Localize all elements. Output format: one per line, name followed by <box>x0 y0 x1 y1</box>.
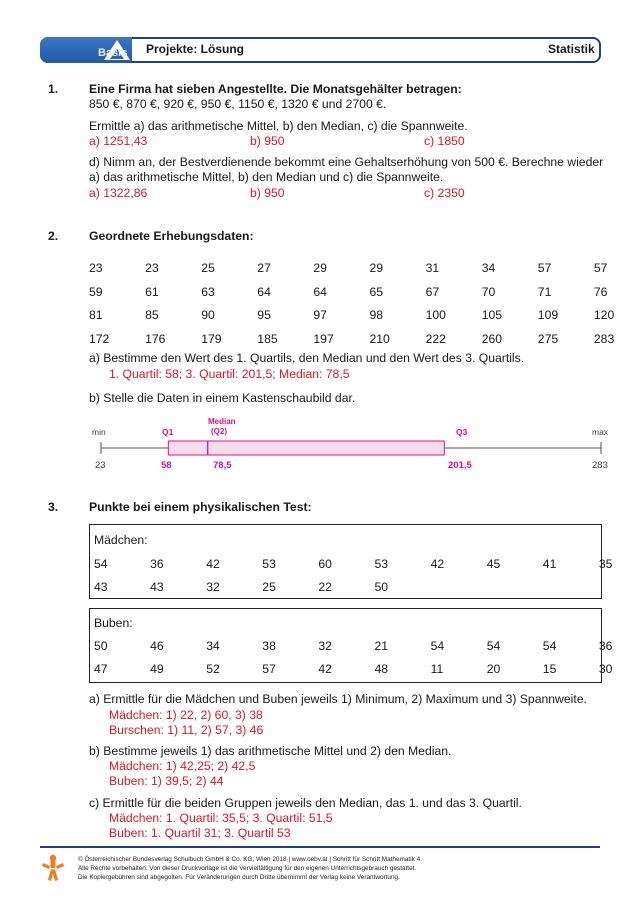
answer-b: b) 950 <box>250 134 285 148</box>
data-cell: 197 <box>313 331 334 346</box>
data-cell: 64 <box>313 284 327 299</box>
data-cell: 176 <box>145 331 166 346</box>
girls-cell: 43 <box>150 579 164 594</box>
question-a: a) Bestimme den Wert des 1. Quartils, den Median und den Wert des 3. Quartils. <box>89 351 525 365</box>
boys-cell: 47 <box>94 661 108 676</box>
data-cell: 105 <box>481 308 503 322</box>
data-cell: 31 <box>425 261 440 275</box>
q3-label: Q3 <box>456 427 468 437</box>
footer-disclaimer: Die Kopiergebühren sind abgegolten. Für Veränderungen durch Dritte übernimmt der Verlag keine Verantwortung. <box>78 874 400 881</box>
data-cell: 97 <box>313 308 327 322</box>
boxplot-graphic <box>0 436 640 460</box>
girls-cell: 42 <box>430 557 445 571</box>
girls-cell: 36 <box>150 557 164 571</box>
data-cell: 172 <box>89 331 110 346</box>
girls-cell: 50 <box>374 579 389 594</box>
question-b: b) Bestimme jeweils 1) das arithmetische Mittel und 2) den Median. <box>89 744 452 758</box>
median-value: 78,5 <box>213 460 232 471</box>
data-cell: 34 <box>481 261 496 275</box>
data-cell: 61 <box>145 284 159 299</box>
data-cell: 283 <box>593 331 615 346</box>
data-cell: 90 <box>201 308 215 322</box>
data-cell: 23 <box>145 261 159 275</box>
answer-c-girls: Mädchen: 1. Quartil: 35,5; 3. Quartil: 51,5 <box>109 811 333 825</box>
answer-a: 1. Quartil: 58; 3. Quartil: 201,5; Median: 78,5 <box>109 367 350 381</box>
data-cell: 57 <box>593 261 608 275</box>
page-title: Projekte: Lösung <box>146 42 245 56</box>
data-cell: 70 <box>481 284 496 299</box>
answer-b-girls: Mädchen: 1) 42,25; 2) 42,5 <box>109 759 256 773</box>
boys-cell: 54 <box>430 639 445 653</box>
basis-label: Basis <box>98 47 128 59</box>
girls-cell: 43 <box>94 579 108 594</box>
task-intro: Eine Firma hat sieben Angestellte. Die Monatsgehälter betragen: <box>89 82 462 96</box>
boys-cell: 52 <box>206 661 220 676</box>
boys-cell: 42 <box>318 661 332 676</box>
girls-label: Mädchen: <box>94 533 148 547</box>
footer-rights: Alle Rechte vorbehalten. Von dieser Druckvorlage ist die Vervielfältigung für den eigenen Unterrichtsgebrauch gestattet. <box>78 865 417 872</box>
data-cell: 29 <box>313 261 327 275</box>
boys-cell: 49 <box>150 661 164 676</box>
girls-cell: 53 <box>262 557 276 571</box>
question-a: a) Ermittle für die Mädchen und Buben jeweils 1) Minimum, 2) Maximum und 3) Spannweite. <box>89 692 587 706</box>
boys-cell: 50 <box>94 639 108 653</box>
question-c: c) Ermittle für die beiden Gruppen jeweils den Median, das 1. und das 3. Quartil. <box>89 796 522 810</box>
data-cell: 59 <box>89 284 103 299</box>
boys-cell: 38 <box>262 639 276 653</box>
min-label: min <box>92 427 106 437</box>
data-cell: 67 <box>425 284 440 299</box>
girls-cell: 35 <box>598 557 613 571</box>
boys-cell: 48 <box>374 661 389 676</box>
data-cell: 210 <box>369 331 390 346</box>
boys-cell: 32 <box>318 639 332 653</box>
boys-cell: 20 <box>486 661 501 676</box>
data-cell: 260 <box>481 331 503 346</box>
answer-a-girls: Mädchen: 1) 22, 2) 60, 3) 38 <box>109 708 263 722</box>
footer-divider <box>40 846 600 848</box>
answer-b-boys: Buben: 1) 39,5; 2) 44 <box>109 774 224 788</box>
data-cell: 120 <box>593 308 615 322</box>
task-values: 850 €, 870 €, 920 €, 950 €, 1150 €, 1320 € und 2700 €. <box>89 97 387 111</box>
task-number: 1. <box>48 82 59 96</box>
data-cell: 57 <box>537 261 552 275</box>
girls-cell: 53 <box>374 557 389 571</box>
publisher-logo-icon <box>40 854 66 882</box>
boys-cell: 46 <box>150 639 164 653</box>
girls-table <box>89 524 602 599</box>
basis-badge <box>40 37 132 63</box>
q1-value: 58 <box>161 460 172 471</box>
data-cell: 179 <box>201 331 222 346</box>
boys-cell: 36 <box>598 639 613 653</box>
boys-cell: 34 <box>206 639 220 653</box>
min-value: 23 <box>95 460 106 471</box>
answer-c: c) 2350 <box>424 186 465 200</box>
data-cell: 100 <box>425 308 446 322</box>
girls-cell: 41 <box>542 557 557 571</box>
data-cell: 65 <box>369 284 384 299</box>
girls-cell: 32 <box>206 579 220 594</box>
girls-cell: 22 <box>318 579 332 594</box>
median-label: Median <box>208 417 236 426</box>
answer-a-boys: Burschen: 1) 11, 2) 57, 3) 46 <box>109 723 264 737</box>
boys-table <box>89 608 602 683</box>
data-cell: 27 <box>257 261 271 275</box>
boys-label: Buben: <box>94 616 133 630</box>
question-text: a) das arithmetische Mittel, b) den Median und c) die Spannweite. <box>89 170 444 184</box>
boys-cell: 57 <box>262 661 276 676</box>
girls-cell: 60 <box>318 557 332 571</box>
median-q2-label: (Q2) <box>211 427 227 436</box>
subject-label: Statistik <box>548 42 595 56</box>
girls-cell: 54 <box>94 557 108 571</box>
boys-cell: 54 <box>542 639 557 653</box>
boys-cell: 54 <box>486 639 501 653</box>
max-value: 283 <box>592 460 608 471</box>
data-cell: 76 <box>593 284 608 299</box>
q3-value: 201,5 <box>448 460 472 471</box>
girls-cell: 42 <box>206 557 220 571</box>
task-number: 3. <box>48 500 59 514</box>
answer-a: a) 1251,43 <box>89 134 148 148</box>
task-title: Punkte bei einem physikalischen Test: <box>89 500 312 514</box>
q1-label: Q1 <box>162 427 174 437</box>
boys-cell: 21 <box>374 639 389 653</box>
task-number: 2. <box>48 229 59 243</box>
data-cell: 23 <box>89 261 103 275</box>
girls-cell: 45 <box>486 557 501 571</box>
data-cell: 64 <box>257 284 271 299</box>
boys-cell: 30 <box>598 661 613 676</box>
question-b: b) Stelle die Daten in einem Kastenschaubild dar. <box>89 391 356 405</box>
answer-b: b) 950 <box>250 186 285 200</box>
data-cell: 81 <box>89 308 103 322</box>
data-cell: 71 <box>537 284 552 299</box>
data-cell: 222 <box>425 331 446 346</box>
data-cell: 275 <box>537 331 559 346</box>
footer-copyright: © Österreichischer Bundesverlag Schulbuch GmbH & Co. KG, Wien 2018 | www.oebv.at | Schritt für Schritt Mathematik 4 <box>78 856 421 863</box>
boys-cell: 15 <box>542 661 557 676</box>
data-cell: 95 <box>257 308 271 322</box>
iqr-box <box>168 441 444 455</box>
answer-c: c) 1850 <box>424 134 465 148</box>
answer-a: a) 1322,86 <box>89 186 148 200</box>
data-cell: 185 <box>257 331 278 346</box>
question-text: d) Nimm an, der Bestverdienende bekommt eine Gehaltserhöhung von 500 €. Berechne wieder <box>89 155 604 169</box>
data-cell: 29 <box>369 261 384 275</box>
task-title: Geordnete Erhebungsdaten: <box>89 229 254 243</box>
data-cell: 25 <box>201 261 215 275</box>
max-label: max <box>592 427 609 437</box>
data-cell: 109 <box>537 308 559 322</box>
data-cell: 98 <box>369 308 384 322</box>
data-cell: 63 <box>201 284 215 299</box>
answer-c-boys: Buben: 1. Quartil 31; 3. Quartil 53 <box>109 826 291 840</box>
girls-cell: 25 <box>262 579 276 594</box>
question-text: Ermittle a) das arithmetische Mittel, b) den Median, c) die Spannweite. <box>89 119 468 133</box>
boys-cell: 11 <box>430 661 444 676</box>
data-cell: 85 <box>145 308 159 322</box>
